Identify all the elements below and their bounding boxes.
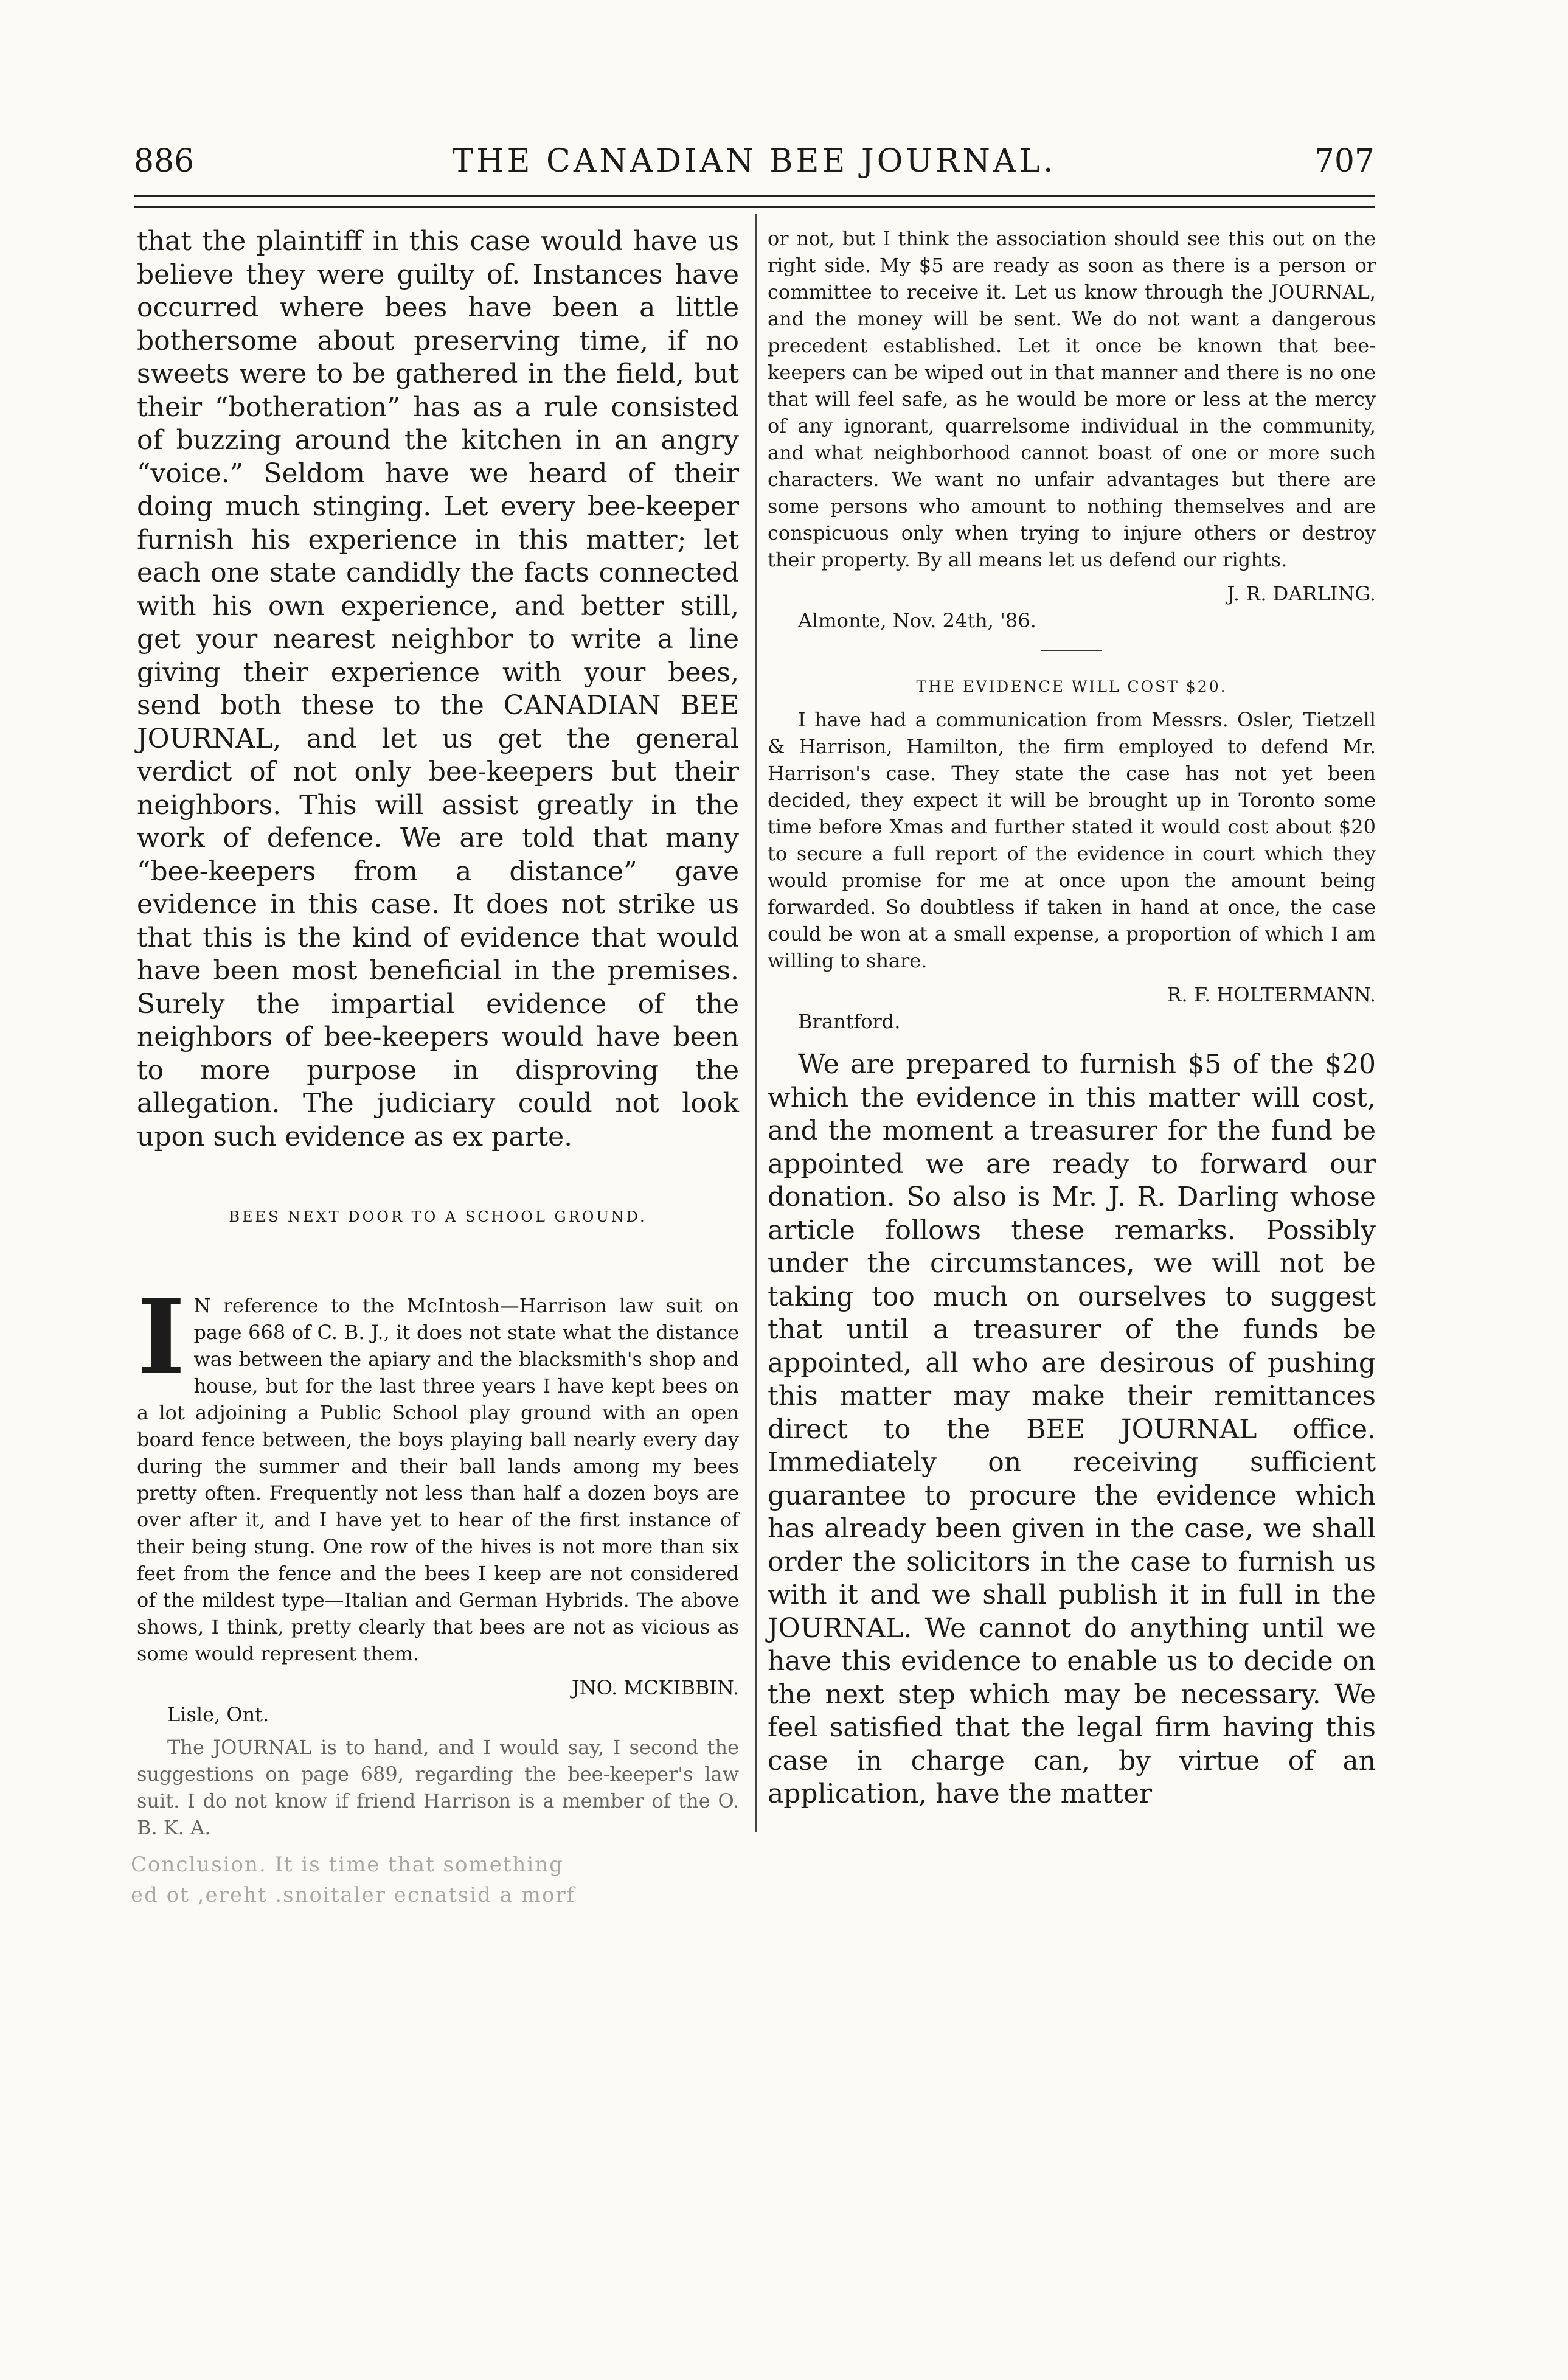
drop-cap: I (137, 1276, 186, 1398)
right-paragraph-2: I have had a communication from Messrs. Osler, Tietzell & Harrison, Hamilton, the firm employed to defend Mr. Harrison's case. They state the case has not yet been decided, they expect it will be brought up in Toronto some time before Xmas and further stated it would cost about $20 to secure a full report of the evidence in court which they would promise for me at once upon the amount being forwarded. So doubtless if taken in hand at once, the case could be won at a small expense, a proportion of which I am willing to share. (768, 708, 1376, 972)
right-paragraph-1: or not, but I think the association should see this out on the right side. My $5 are ready as soon as there is a person or committee to receive it. Let us know through the JOURNAL, and the money will be sent. We do not want a dangerous precedent established. Let it once be known that bee-keepers can be wiped out in that manner and there is no one that will feel safe, as he would be more or less at the mercy of any ignorant, quarrelsome individual in the community, and what neighborhood cannot boast of one or more such characters. We want no unfair advantages but there are some persons who amount to nothing themselves and are conspicuous only when trying to injure others or destroy their property. By all means let us defend our rights. (768, 227, 1376, 571)
journal-title: THE CANADIAN BEE JOURNAL. (452, 143, 1056, 179)
right-paragraph-3: We are prepared to furnish $5 of the $20 which the evidence in this matter will cost, and the moment a treasurer for the fund be appointed we are ready to forward our donation. So also is Mr. J. R. Darling whose article follows these remarks. Possibly under the circumstances, we will not be taking too much on ourselves to suggest that until a treasurer of the funds be appointed, all who are desirous of pushing this matter may make their remittances direct to the BEE JOURNAL office. Immediately on receiving sufficient guarantee to procure the evidence which has already been given in the case, we shall order the solicitors in the case to furnish us with it and we shall publish it in full in the JOURNAL. We cannot do anything until we have this evidence to enable us to decide on the next step which may be necessary. We feel satisfied that the legal firm having this case in charge can, by virtue of an application, have the matter (768, 1049, 1376, 1809)
place-brantford: Brantford. (798, 1010, 901, 1033)
place-almonte: Almonte, Nov. 24th, '86. (798, 609, 1036, 632)
signature-darling: J. R. DARLING. (1227, 582, 1376, 605)
right-column (768, 225, 1376, 1811)
section-title-evidence-cost: THE EVIDENCE WILL COST $20. (916, 678, 1227, 695)
signature-mckibbin: JNO. MCKIBBIN. (571, 1676, 739, 1699)
left-paragraph-2-text: N reference to the McIntosh—Harrison law suit on page 668 of C. B. J., it does not state what the distance was between the apiary and the blacksmith's shop and house, but for the last three years I have kept bees on a lot adjoining a Public School play ground with an open board fence between, the boys playing ball nearly every day during the summer and their ball lands among my bees pretty often. Frequently not less than half a dozen boys are over after it, and I have yet to hear of the first instance of their being stung. One row of the hives is not more than six feet from the fence and the bees I keep are not considered of the mildest type—Italian and German Hybrids. The above shows, I think, pretty clearly that bees are not as vicious as some would represent them. (137, 1294, 739, 1665)
left-paragraph-2 (137, 1276, 739, 1667)
left-column (137, 225, 739, 1841)
place-lisle: Lisle, Ont. (167, 1703, 269, 1726)
signature-holtermann: R. F. HOLTERMANN. (1167, 983, 1376, 1006)
column-divider (755, 214, 757, 1832)
left-paragraph-3: The JOURNAL is to hand, and I would say, I second the suggestions on page 689, regarding the bee-keeper's law suit. I do not know if friend Harrison is a member of the O. B. K. A. (137, 1736, 739, 1839)
section-title-bees-next-door: BEES NEXT DOOR TO A SCHOOL GROUND. (229, 1208, 647, 1225)
page-number-left: 886 (134, 143, 195, 179)
short-divider-rule (1041, 650, 1102, 651)
bleed-through-line-1: Conclusion. It is time that something (131, 1853, 564, 1877)
page-number-right: 707 (1314, 143, 1375, 179)
bleed-through-line-2: ed ot ,ereht .snoitaler ecnatsid a morf (131, 1883, 576, 1907)
header-double-rule (134, 195, 1375, 208)
page-header (134, 143, 1375, 186)
left-paragraph-1: that the plaintiff in this case would have us believe they were guilty of. Instances have occurred where bees have been a little bothersome about preserving time, if no sweets were to be gathered in the field, but their “botheration” has as a rule consisted of buzzing around the kitchen in an angry “voice.” Seldom have we heard of their doing much stinging. Let every bee-keeper furnish his experience in this matter; let each one state candidly the facts connected with his own experience, and better still, get your nearest neighbor to write a line giving their experience with your bees, send both these to the CANADIAN BEE JOURNAL, and let us get the general verdict of not only bee-keepers but their neighbors. This will assist greatly in the work of defence. We are told that many “bee-keepers from a distance” gave evidence in this case. It does not strike us that this is the kind of evidence that would have been most beneficial in the premises. Surely the impartial evidence of the neighbors of bee-keepers would have been to more purpose in disproving the allegation. The judiciary could not look upon such evidence as ex parte. (137, 226, 739, 1152)
